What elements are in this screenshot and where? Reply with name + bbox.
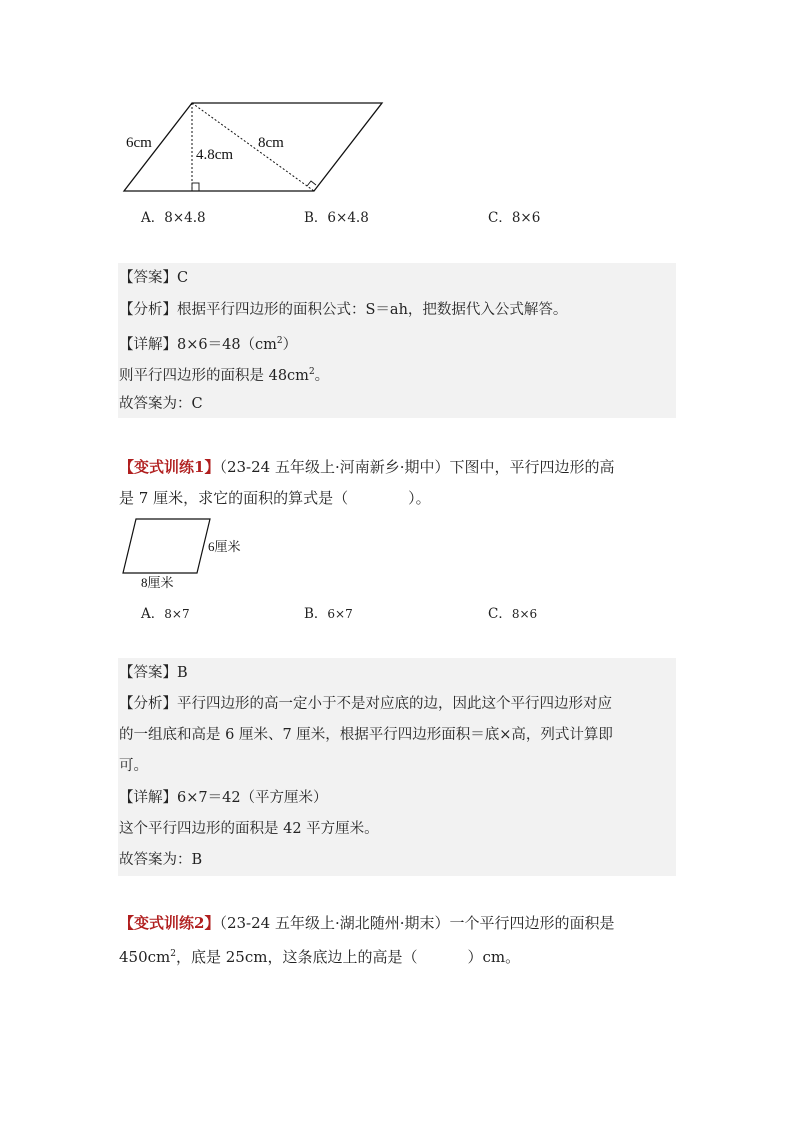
option-a-q1: A．8×7 [141, 606, 190, 622]
result-line-2: 这个平行四边形的面积是 42 平方厘米。 [119, 821, 379, 837]
side-label: 6cm [126, 135, 152, 151]
answer-box-1 [118, 263, 676, 418]
right-angle-marker-diag [307, 181, 316, 186]
option-b-q1: B．6×7 [304, 606, 353, 622]
right-angle-marker [192, 183, 199, 191]
analysis-line-2a: 【分析】平行四边形的高一定小于不是对应底的边，因此这个平行四边形对应 [119, 696, 612, 712]
detail-line-2: 【详解】6×7＝42（平方厘米） [119, 790, 328, 806]
question-1-tag: 【变式训练1】 [119, 458, 220, 476]
option-b: B．6×4.8 [304, 210, 369, 226]
analysis-line: 【分析】根据平行四边形的面积公式：S＝ah，把数据代入公式解答。 [119, 302, 568, 318]
answer-box-2 [118, 658, 676, 876]
result-line: 则平行四边形的面积是 $48cm^2$。 [119, 367, 330, 384]
conclusion-line-2: 故答案为：B [119, 852, 203, 868]
option-c: C．8×6 [488, 210, 541, 226]
base-label-2: 8厘米 [141, 575, 174, 590]
answer-line: 【答案】C [119, 270, 189, 286]
detail-line: 【详解】$8\times 6=48(cm^2)$ [119, 336, 298, 353]
diagonal-label: 8cm [258, 135, 284, 151]
option-c-q1: C．8×6 [488, 606, 538, 622]
parallelogram-figure-1 [110, 95, 400, 200]
analysis-line-2c: 可。 [119, 758, 148, 774]
parallelogram-figure-2 [118, 515, 258, 595]
parallelogram-outline [124, 103, 382, 191]
question-2-stem: 【变式训练2】（23-24 五年级上·湖北随州·期末）一个平行四边形的面积是 $450cm^2$，底是 25cm，这条底边上的高是（ ）cm。 [119, 914, 615, 966]
height-label: 4.8cm [196, 147, 234, 163]
question-1-stem: 【变式训练1】（23-24 五年级上·河南新乡·期中）下图中，平行四边形的高 是 7 厘米，求它的面积的算式是（ ）。 [119, 458, 615, 507]
analysis-line-2b: 的一组底和高是 6 厘米、7 厘米，根据平行四边形面积＝底×高，列式计算即 [119, 727, 613, 743]
conclusion-line: 故答案为：C [119, 396, 203, 412]
parallelogram-outline-2 [123, 519, 210, 573]
question-2-tag: 【变式训练2】 [119, 914, 220, 932]
option-a: A．8×4.8 [141, 210, 206, 226]
side-label-2: 6厘米 [208, 539, 241, 554]
answer-line-2: 【答案】B [119, 665, 188, 681]
